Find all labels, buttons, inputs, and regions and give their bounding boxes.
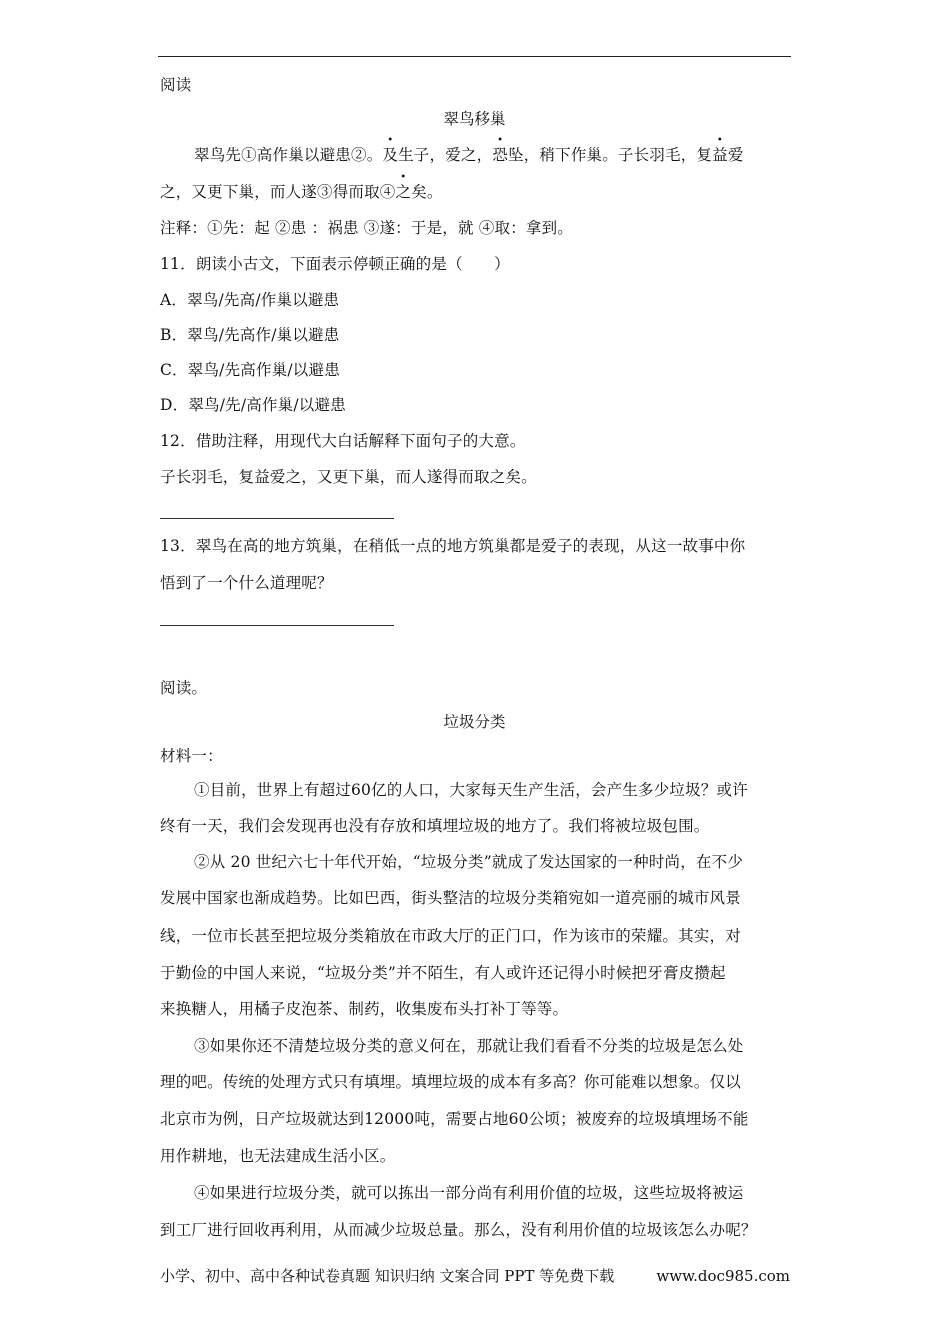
section1-heading: 阅读 bbox=[160, 76, 192, 94]
paragraph-line: ②从 20 世纪六七十年代开始，“垃圾分类”就成了发达国家的一种时尚，在不少 bbox=[194, 853, 744, 871]
question-13-line-2: 悟到了一个什么道理呢？ bbox=[160, 574, 333, 592]
question-11-option-d[interactable]: D．翠鸟/先/高作巢/以避患 bbox=[160, 396, 346, 414]
paragraph-line: 来换糖人，用橘子皮泡茶、制药，收集废布头打补丁等等。 bbox=[160, 1000, 569, 1018]
footer-link[interactable]: www.doc985.com bbox=[656, 1267, 790, 1285]
passage-line-2: 之，又更下巢，而人遂③得而取④之矣。 bbox=[160, 183, 443, 201]
page-footer bbox=[160, 1265, 790, 1287]
footer-text: 小学、初中、高中各种试卷真题 知识归纳 文案合同 PPT 等免费下载 bbox=[160, 1267, 615, 1285]
paragraph-line: ③如果你还不清楚垃圾分类的意义何在，那就让我们看看不分类的垃圾是怎么处 bbox=[194, 1037, 744, 1055]
paragraph-line: 北京市为例，日产垃圾就达到12000吨，需要占地60公顷；被废弃的垃圾填埋场不能 bbox=[160, 1110, 749, 1128]
section1-title: 翠鸟移巢 bbox=[443, 110, 506, 128]
material-label: 材料一： bbox=[160, 747, 223, 765]
question-12-stem: 12．借助注释，用现代大白话解释下面句子的大意。 bbox=[160, 432, 526, 450]
header-rule bbox=[158, 56, 791, 57]
paragraph-line: 发展中国家也渐成趋势。比如巴西，街头整洁的垃圾分类箱宛如一道亮丽的城市风景 bbox=[160, 889, 741, 907]
passage-line-1: 翠鸟先①高作巢以避患②。及生子，爱之，恐坠，稍下作巢。子长羽毛，复益爱 bbox=[194, 146, 744, 164]
paragraph-line: 理的吧。传统的处理方式只有填埋。填埋垃圾的成本有多高？你可能难以想象。仅以 bbox=[160, 1073, 741, 1091]
section2-heading: 阅读。 bbox=[160, 679, 208, 697]
question-12-answer-line[interactable] bbox=[160, 518, 394, 519]
question-11-option-c[interactable]: C．翠鸟/先高作巢/以避患 bbox=[160, 361, 340, 379]
question-11-option-a[interactable]: A．翠鸟/先高/作巢以避患 bbox=[160, 291, 340, 309]
paragraph-line: 线，一位市长甚至把垃圾分类箱放在市政大厅的正门口，作为该市的荣耀。其实，对 bbox=[160, 927, 741, 945]
question-13-answer-line[interactable] bbox=[160, 625, 394, 626]
question-11-stem: 11．朗读小古文，下面表示停顿正确的是（ ） bbox=[160, 255, 510, 273]
paragraph-line: ④如果进行垃圾分类，就可以拣出一部分尚有利用价值的垃圾，这些垃圾将被运 bbox=[194, 1184, 744, 1202]
paragraph-line: ①目前，世界上有超过60亿的人口，大家每天生产生活，会产生多少垃圾？或许 bbox=[194, 781, 748, 799]
question-12-sentence: 子长羽毛，复益爱之，又更下巢，而人遂得而取之矣。 bbox=[160, 468, 537, 486]
paragraph-line: 终有一天，我们会发现再也没有存放和填埋垃圾的地方了。我们将被垃圾包围。 bbox=[160, 817, 710, 835]
question-11-option-b[interactable]: B．翠鸟/先高作/巢以避患 bbox=[160, 326, 340, 344]
paragraph-line: 于勤俭的中国人来说，“垃圾分类”并不陌生，有人或许还记得小时候把牙膏皮攒起 bbox=[160, 964, 726, 982]
section2-title: 垃圾分类 bbox=[443, 713, 506, 731]
question-13-line-1: 13．翠鸟在高的地方筑巢，在稍低一点的地方筑巢都是爱子的表现，从这一故事中你 bbox=[160, 537, 746, 555]
paragraph-line: 用作耕地，也无法建成生活小区。 bbox=[160, 1147, 396, 1165]
annotation-notes: 注释：①先：起 ②患 ：祸患 ③遂：于是，就 ④取：拿到。 bbox=[160, 219, 574, 237]
paragraph-line: 到工厂进行回收再利用，从而减少垃圾总量。那么，没有利用价值的垃圾该怎么办呢？ bbox=[160, 1221, 757, 1239]
